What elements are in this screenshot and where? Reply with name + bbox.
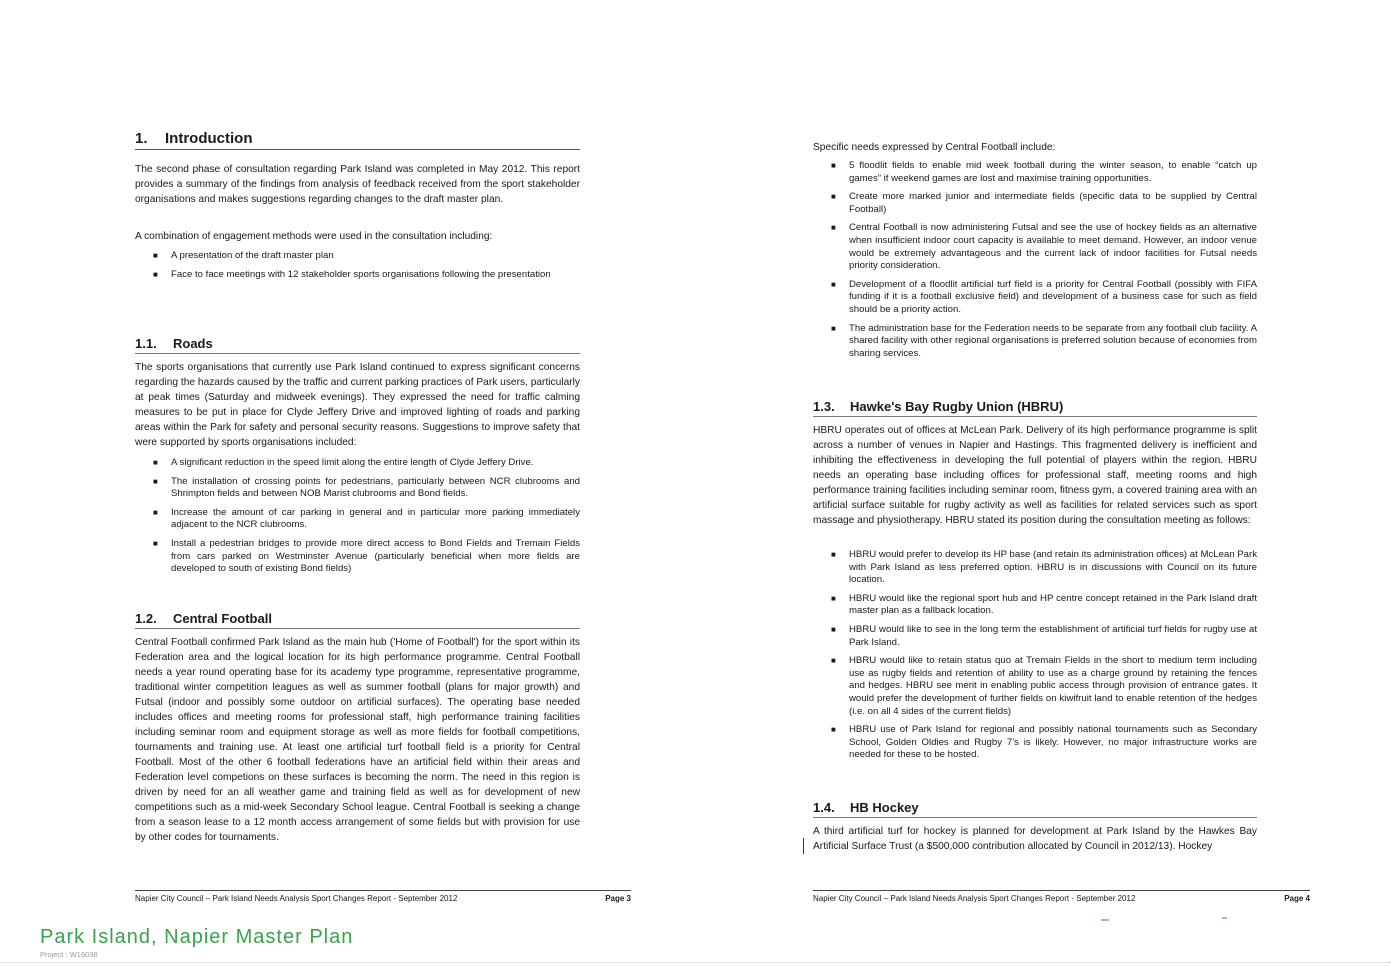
list-item: ■ 5 floodlit fields to enable mid week football during the winter season, to enable “catch up games” if weekend games are lost and maximise training opportunities. xyxy=(831,160,1257,184)
footer-text: Napier City Council – Park Island Needs Analysis Sport Changes Report - September 2012 xyxy=(135,894,458,903)
roads-paragraph: The sports organisations that currently use Park Island continued to express significant concerns regarding the hazards caused by the traffic and current parking practices of Park users, particularly at peak times (Saturday and midweek evenings). They expressed the need for traffic calming measures to be put in place for Clyde Jeffery Drive and improved lighting of roads and parking areas within the Park for safety and personal security reasons. Suggestions to improve safety that were supported by sports organisations included: xyxy=(135,362,580,448)
hbru-bullet-list xyxy=(813,549,1257,768)
roads-bullet-list xyxy=(135,457,580,582)
list-item: ■ The administration base for the Federation needs to be separate from any football club facility. A shared facility with other regional organisations is preferred solution because of economies from sharing services. xyxy=(831,322,1257,359)
document-page-3 xyxy=(135,0,631,920)
hbru-paragraph: HBRU operates out of offices at McLean Park. Delivery of its high performance programme is split across a number of venues in Napier and Hastings. This fragmented delivery is inefficient and inhibiting the effectiveness in developing the full potential of players within the region. HBRU needs an operating base including offices for professional staff, meeting rooms and high performance training facilities including seminar room, fitness gym, a covered training area with an artificial surface suitable for rugby activity as well as facilities for related services such as sport massage and physiotherapy. HBRU stated its position during the consultation meeting as follows: xyxy=(813,425,1257,526)
list-item: ■ HBRU would like the regional sport hub and HP centre concept retained in the Park Island draft master plan as a fallback location. xyxy=(831,592,1257,617)
project-number: Project : W16038 xyxy=(40,950,98,959)
list-item: ■ HBRU use of Park Island for regional and possibly national tournaments such as Secondary School, Golden Oldies and Rugby 7’s is likely. However, no major infrastructure works are needed for these to be hosted. xyxy=(831,724,1257,761)
subsection-title: Hawke's Bay Rugby Union (HBRU) xyxy=(850,399,1064,414)
section-number: 1. xyxy=(135,130,148,147)
subsection-number: 1.1. xyxy=(135,336,157,351)
page-footer xyxy=(135,890,631,907)
page-number: Page 3 xyxy=(605,894,631,903)
scan-mark xyxy=(1222,917,1227,919)
subsection-heading-hb-hockey xyxy=(813,800,1257,818)
list-item: ■ HBRU would prefer to develop its HP base (and retain its administration offices) at McLean Park with Park Island as less preferred option. HBRU is in discussions with Council on its future location. xyxy=(831,549,1257,586)
subsection-number: 1.4. xyxy=(813,800,835,815)
list-item: ■ Create more marked junior and intermediate fields (specific data to be supplied by Central Football) xyxy=(831,191,1257,215)
list-item: ■ Central Football is now administering Futsal and see the use of hockey fields as an alternative when insufficient indoor court capacity is available to meet demand. However, an indoor venue would be extremely advantageous and the current lack of indoor facilities for Futsal needs priority consideration. xyxy=(831,222,1257,272)
central-football-paragraph: Central Football confirmed Park Island as the main hub ('Home of Football') for the sport within its Federation area and the logical location for its high performance programme. Central Football needs a year round operating base for its academy type programme, representative programme, traditional winter competition leagues as well as summer football (plans for major growth) and Futsal (indoor and possibly some outdoor on artificial surfaces). The operating base needed includes offices and meeting rooms for professional staff, high performance training facilities including seminar room and equipment storage as well as more fields for football competitions, tournaments and training use. At least one artificial turf football field is a priority for Central Football. Most of the other 6 football federations have an artificial field within their areas and Federation level competions on these surfaces is becoming the norm. The need in this region is driven by need for an all weather game and training field as well as for development of new competitions such as a mid-week Secondary School league. Central Football is seeking a change from a season lease to a 12 month access arrangement of some fields but with provision for use by other codes for tournaments. xyxy=(135,637,580,843)
subsection-heading-roads xyxy=(135,336,580,354)
footer-text: Napier City Council – Park Island Needs Analysis Sport Changes Report - September 2012 xyxy=(813,894,1136,903)
page-footer xyxy=(813,890,1310,907)
brand-title: Park Island, Napier Master Plan xyxy=(40,926,354,948)
scan-mark xyxy=(1101,919,1109,921)
subsection-title: Central Football xyxy=(173,611,272,626)
list-item: ■ HBRU would like to retain status quo at Tremain Fields in the short to medium term including use as rugby fields and retention of ability to use as a charge ground by retaining the fences and hedges. HBRU see merit in enabling public access through provision of entrance gates. It would prefer the development of further fields on kiwifruit land to enable retention of the hedges (i.e. on all 4 sides of the current fields) xyxy=(831,655,1257,717)
intro-paragraph-1: The second phase of consultation regarding Park Island was completed in May 2012. This report provides a summary of the findings from analysis of feedback received from the sport stakeholder organisations and makes suggestions regarding changes to the draft master plan. xyxy=(135,164,580,205)
list-item: ■ Development of a floodlit artificial turf field is a priority for Central Football (possibly with FIFA funding if it is a football exclusive field) and development of a business case for such as field should be a priority action. xyxy=(831,278,1257,315)
subsection-heading-central-football xyxy=(135,611,580,629)
intro-paragraph-2: A combination of engagement methods were used in the consultation including: xyxy=(135,231,493,242)
page-number: Page 4 xyxy=(1284,894,1310,903)
section-heading-introduction xyxy=(135,130,580,150)
list-item: ■ Install a pedestrian bridges to provide more direct access to Bond Fields and Tremain Fields from cars parked on Westminster Avenue (particularly beneficial when more fields are developed to south of existing Bond fields) xyxy=(153,537,580,575)
intro-bullet-list xyxy=(135,250,580,287)
hockey-paragraph: A third artificial turf for hockey is planned for development at Park Island by the Hawkes Bay Artificial Surface Trust (a $500,000 contribution allocated by Council in 2012/13). Hockey xyxy=(813,826,1257,852)
list-item: ■ HBRU would like to see in the long term the establishment of artificial turf fields for rugby use at Park Island. xyxy=(831,623,1257,648)
bottom-divider xyxy=(0,962,1391,963)
central-football-needs-list xyxy=(813,160,1257,366)
list-item: ■ The installation of crossing points for pedestrians, particularly between NCR clubrooms and Shrimpton fields and between NOB Marist clubrooms and Bond fields. xyxy=(153,475,580,500)
subsection-title: HB Hockey xyxy=(850,800,919,815)
list-item: ■ A significant reduction in the speed limit along the entire length of Clyde Jeffery Drive. xyxy=(153,457,534,468)
subsection-heading-hbru xyxy=(813,399,1257,417)
list-item: ■ Increase the amount of car parking in general and in particular more parking immediately adjacent to the NCR clubrooms. xyxy=(153,506,580,531)
subsection-title: Roads xyxy=(173,336,213,351)
list-item: ■ Face to face meetings with 12 stakeholder sports organisations following the presentation xyxy=(153,268,551,280)
subsection-number: 1.2. xyxy=(135,611,157,626)
subsection-number: 1.3. xyxy=(813,399,835,414)
document-page-4 xyxy=(813,0,1310,920)
text-cursor xyxy=(803,838,804,854)
central-football-needs-intro: Specific needs expressed by Central Football include: xyxy=(813,142,1056,153)
section-title: Introduction xyxy=(165,130,253,147)
list-item: ■ A presentation of the draft master plan xyxy=(153,250,334,261)
